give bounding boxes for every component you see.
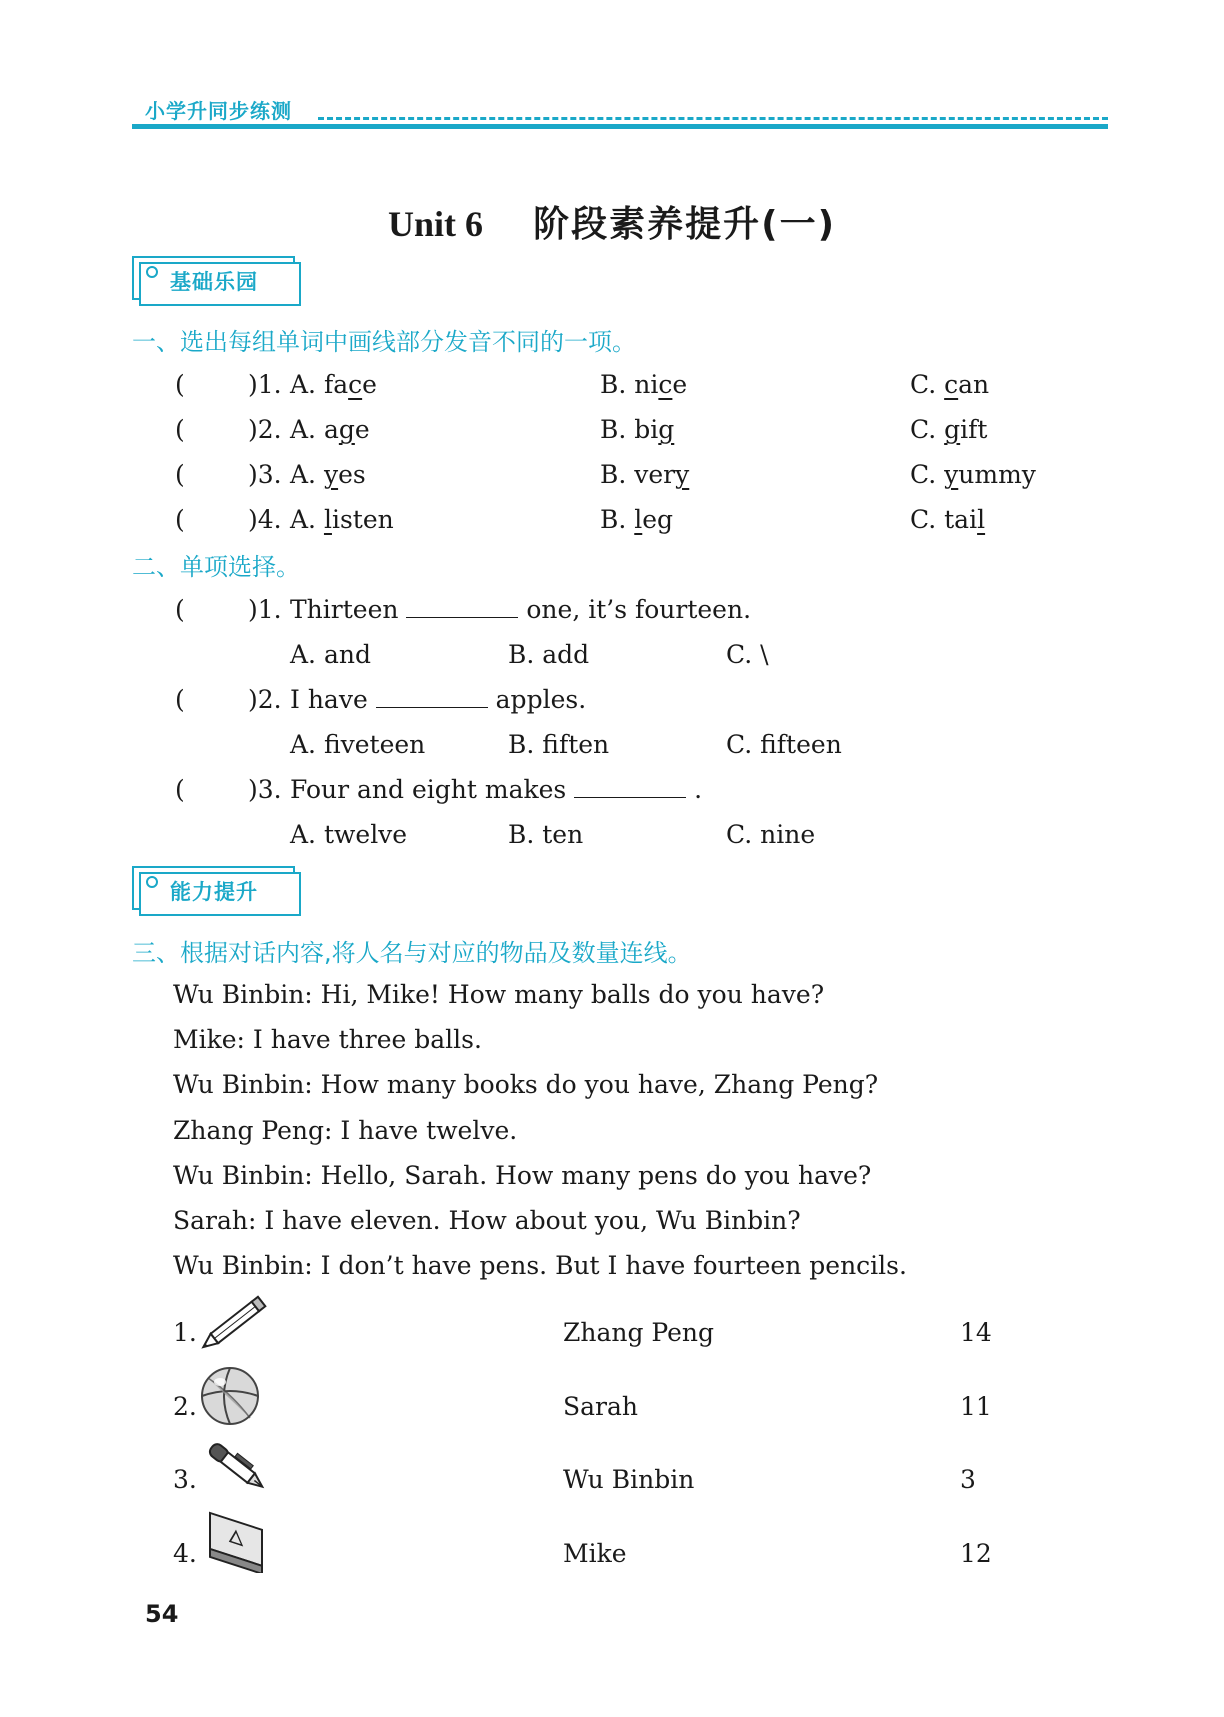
word-part: B. bi bbox=[600, 415, 659, 444]
option-a bbox=[290, 460, 366, 489]
option-b bbox=[600, 460, 689, 489]
answer-blank bbox=[574, 796, 686, 798]
match-number: 1. bbox=[173, 1318, 197, 1347]
pen-icon bbox=[198, 1437, 278, 1505]
option-a bbox=[290, 415, 370, 444]
option-b: B. add bbox=[508, 640, 590, 669]
word-part: eg bbox=[642, 505, 674, 534]
item-number: )3. bbox=[248, 775, 282, 804]
option-c bbox=[910, 370, 989, 399]
match-count: 11 bbox=[960, 1391, 992, 1421]
option-c: C. \ bbox=[726, 640, 769, 669]
option-c bbox=[910, 460, 1036, 489]
underlined-letters: l bbox=[634, 505, 643, 534]
dialogue-line: Wu Binbin: Hello, Sarah. How many pens do you have? bbox=[173, 1160, 872, 1190]
section-badge-basics: 基础乐园 bbox=[132, 256, 295, 300]
word-part: an bbox=[958, 370, 990, 399]
option-b bbox=[600, 505, 673, 534]
option-a bbox=[290, 505, 394, 534]
question-2-heading: 二、单项选择。 bbox=[132, 553, 300, 581]
word-part: C. bbox=[910, 415, 945, 444]
word-part: A. bbox=[290, 460, 324, 489]
word-part: ift bbox=[960, 415, 988, 444]
underlined-letters: g bbox=[658, 415, 675, 444]
option-a: A. fiveteen bbox=[290, 730, 426, 759]
match-count: 12 bbox=[960, 1538, 992, 1568]
answer-paren: ( bbox=[175, 685, 185, 714]
word-part: A. a bbox=[290, 415, 339, 444]
pencil-icon bbox=[198, 1290, 278, 1354]
underlined-letters: y bbox=[944, 460, 959, 489]
underlined-letters: c bbox=[944, 370, 959, 399]
header-rule bbox=[132, 124, 1108, 129]
word-part: B. ni bbox=[600, 370, 659, 399]
stem-before: I have bbox=[290, 685, 368, 714]
answer-blank bbox=[406, 616, 518, 618]
word-part: isten bbox=[331, 505, 394, 534]
unit-label: Unit 6 bbox=[387, 204, 483, 244]
word-part: C. bbox=[910, 460, 945, 489]
question-1-heading: 一、选出每组单词中画线部分发音不同的一项。 bbox=[132, 328, 636, 356]
option-a: A. twelve bbox=[290, 820, 408, 849]
match-count: 14 bbox=[960, 1318, 992, 1347]
item-number: )2. bbox=[248, 685, 282, 714]
word-part: A. fa bbox=[290, 370, 349, 399]
option-b bbox=[600, 370, 687, 399]
word-part: A. bbox=[290, 505, 324, 534]
item-number: )4. bbox=[248, 505, 282, 534]
match-number: 3. bbox=[173, 1465, 197, 1494]
answer-paren: ( bbox=[175, 370, 185, 399]
item-number: )1. bbox=[248, 595, 282, 624]
option-b: B. fiften bbox=[508, 730, 610, 759]
book-icon bbox=[198, 1511, 278, 1577]
stem-before: Thirteen bbox=[290, 595, 399, 624]
stem-after: . bbox=[694, 775, 703, 804]
match-person-name: Sarah bbox=[563, 1391, 638, 1421]
question-stem bbox=[290, 685, 586, 714]
match-person-name: Wu Binbin bbox=[563, 1465, 695, 1494]
dialogue-line: Zhang Peng: I have twelve. bbox=[173, 1115, 518, 1145]
option-c: C. fifteen bbox=[726, 730, 842, 759]
word-part: C. tai bbox=[910, 505, 978, 534]
underlined-letters: y bbox=[323, 460, 339, 489]
item-number: )2. bbox=[248, 415, 282, 444]
header-dashed-rule bbox=[318, 117, 1108, 120]
match-person-name: Mike bbox=[563, 1538, 627, 1568]
question-stem bbox=[290, 595, 751, 624]
underlined-letters: g bbox=[338, 415, 355, 444]
page-title bbox=[0, 196, 1224, 247]
option-c bbox=[910, 505, 985, 534]
option-a: A. and bbox=[290, 640, 371, 669]
word-part: B. bbox=[600, 505, 635, 534]
dialogue-line: Wu Binbin: I don’t have pens. But I have fourteen pencils. bbox=[173, 1251, 907, 1281]
section-badge-ability: 能力提升 bbox=[132, 866, 295, 910]
underlined-letters: l bbox=[977, 505, 986, 534]
word-part: e bbox=[672, 370, 688, 399]
dialogue-line: Wu Binbin: How many books do you have, Zhang Peng? bbox=[173, 1070, 879, 1100]
word-part: ummy bbox=[958, 460, 1036, 489]
option-c bbox=[910, 415, 987, 444]
dialogue-line: Sarah: I have eleven. How about you, Wu Binbin? bbox=[173, 1206, 801, 1235]
match-number: 2. bbox=[173, 1391, 197, 1421]
item-number: )1. bbox=[248, 370, 282, 399]
answer-paren: ( bbox=[175, 775, 185, 804]
underlined-letters: c bbox=[348, 370, 363, 399]
word-part: es bbox=[338, 460, 366, 489]
stem-before: Four and eight makes bbox=[290, 775, 567, 804]
answer-blank bbox=[376, 706, 488, 708]
word-part: C. bbox=[910, 370, 945, 399]
underlined-letters: y bbox=[675, 460, 690, 489]
match-number: 4. bbox=[173, 1538, 197, 1568]
question-3-heading: 三、根据对话内容,将人名与对应的物品及数量连线。 bbox=[132, 939, 692, 967]
stem-after: one, it’s fourteen. bbox=[526, 595, 752, 624]
underlined-letters: l bbox=[323, 505, 332, 534]
ball-icon bbox=[198, 1364, 262, 1432]
dialogue-line: Wu Binbin: Hi, Mike! How many balls do you have? bbox=[173, 980, 825, 1009]
option-b: B. ten bbox=[508, 820, 584, 849]
series-title: 小学升同步练测 bbox=[145, 99, 292, 123]
underlined-letters: c bbox=[658, 370, 673, 399]
word-part: e bbox=[354, 415, 370, 444]
option-c: C. nine bbox=[726, 820, 816, 849]
word-part: B. ver bbox=[600, 460, 676, 489]
match-person-name: Zhang Peng bbox=[563, 1318, 715, 1347]
option-b bbox=[600, 415, 674, 444]
word-part: e bbox=[362, 370, 377, 399]
item-number: )3. bbox=[248, 460, 282, 489]
underlined-letters: g bbox=[944, 415, 961, 444]
question-stem bbox=[290, 775, 702, 804]
answer-paren: ( bbox=[175, 505, 185, 534]
dialogue-line: Mike: I have three balls. bbox=[173, 1025, 482, 1055]
answer-paren: ( bbox=[175, 595, 185, 624]
stem-after: apples. bbox=[495, 685, 587, 714]
answer-paren: ( bbox=[175, 415, 185, 444]
option-a bbox=[290, 370, 377, 399]
match-count: 3 bbox=[960, 1465, 976, 1494]
page-number: 54 bbox=[145, 1600, 179, 1628]
title-subtitle: 阶段素养提升(一) bbox=[533, 204, 837, 245]
answer-paren: ( bbox=[175, 460, 185, 489]
